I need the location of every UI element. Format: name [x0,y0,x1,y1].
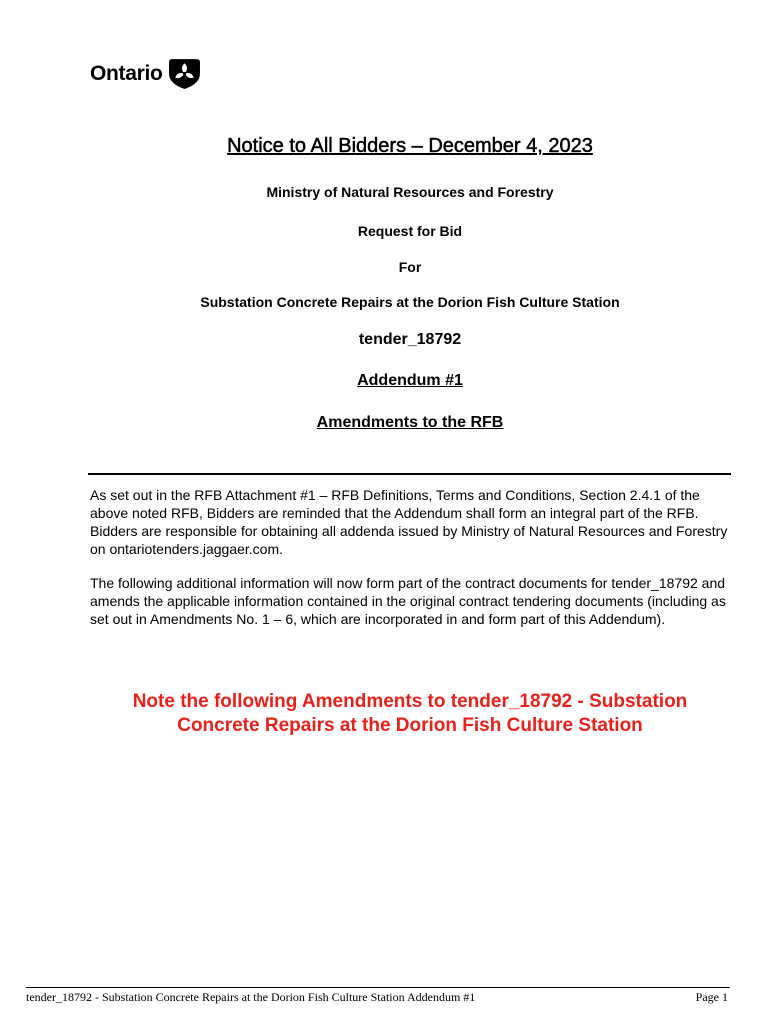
ontario-trillium-icon [168,57,201,90]
notice-title: Notice to All Bidders – December 4, 2023 [227,135,593,157]
addendum-heading: Addendum #1 [357,372,463,389]
project-name: Substation Concrete Repairs at the Dorion Fish Culture Station [200,294,620,310]
info-paragraph: The following additional information will now form part of the contract documents for tender_18792 and amends the applicable information contained in the original contract tendering documents (including as set out in Amendments No. 1 – 6, which are incorporated in and form part of this Addendum). [90,575,726,627]
request-for-bid: Request for Bid [357,223,463,239]
page-footer [26,990,730,1005]
footer-page-number: Page 1 [695,990,728,1004]
for-label: For [398,259,422,275]
logo-wordmark: Ontario [90,61,163,85]
footer-document-title: tender_18792 - Substation Concrete Repairs at the Dorion Fish Culture Station Addendum #1 [26,990,476,1004]
amendments-heading: Amendments to the RFB [316,414,504,431]
footer-divider [26,987,730,988]
ministry-name: Ministry of Natural Resources and Forestry [266,184,554,200]
tender-number: tender_18792 [358,331,462,348]
intro-paragraph: As set out in the RFB Attachment #1 – RFB Definitions, Terms and Conditions, Section 2.4.1 of the above noted RFB, Bidders are reminded that the Addendum shall form an integral part of the RFB. Bidders are responsible for obtaining all addenda issued by Ministry of Natural Resources and Forestry on ontariotenders.jaggaer.com. [90,487,728,557]
amendments-note: Note the following Amendments to tender_18792 - Substation Concrete Repairs at the Dorion Fish Culture Station [132,691,688,736]
section-divider [88,473,731,475]
ontario-logo [90,57,201,90]
